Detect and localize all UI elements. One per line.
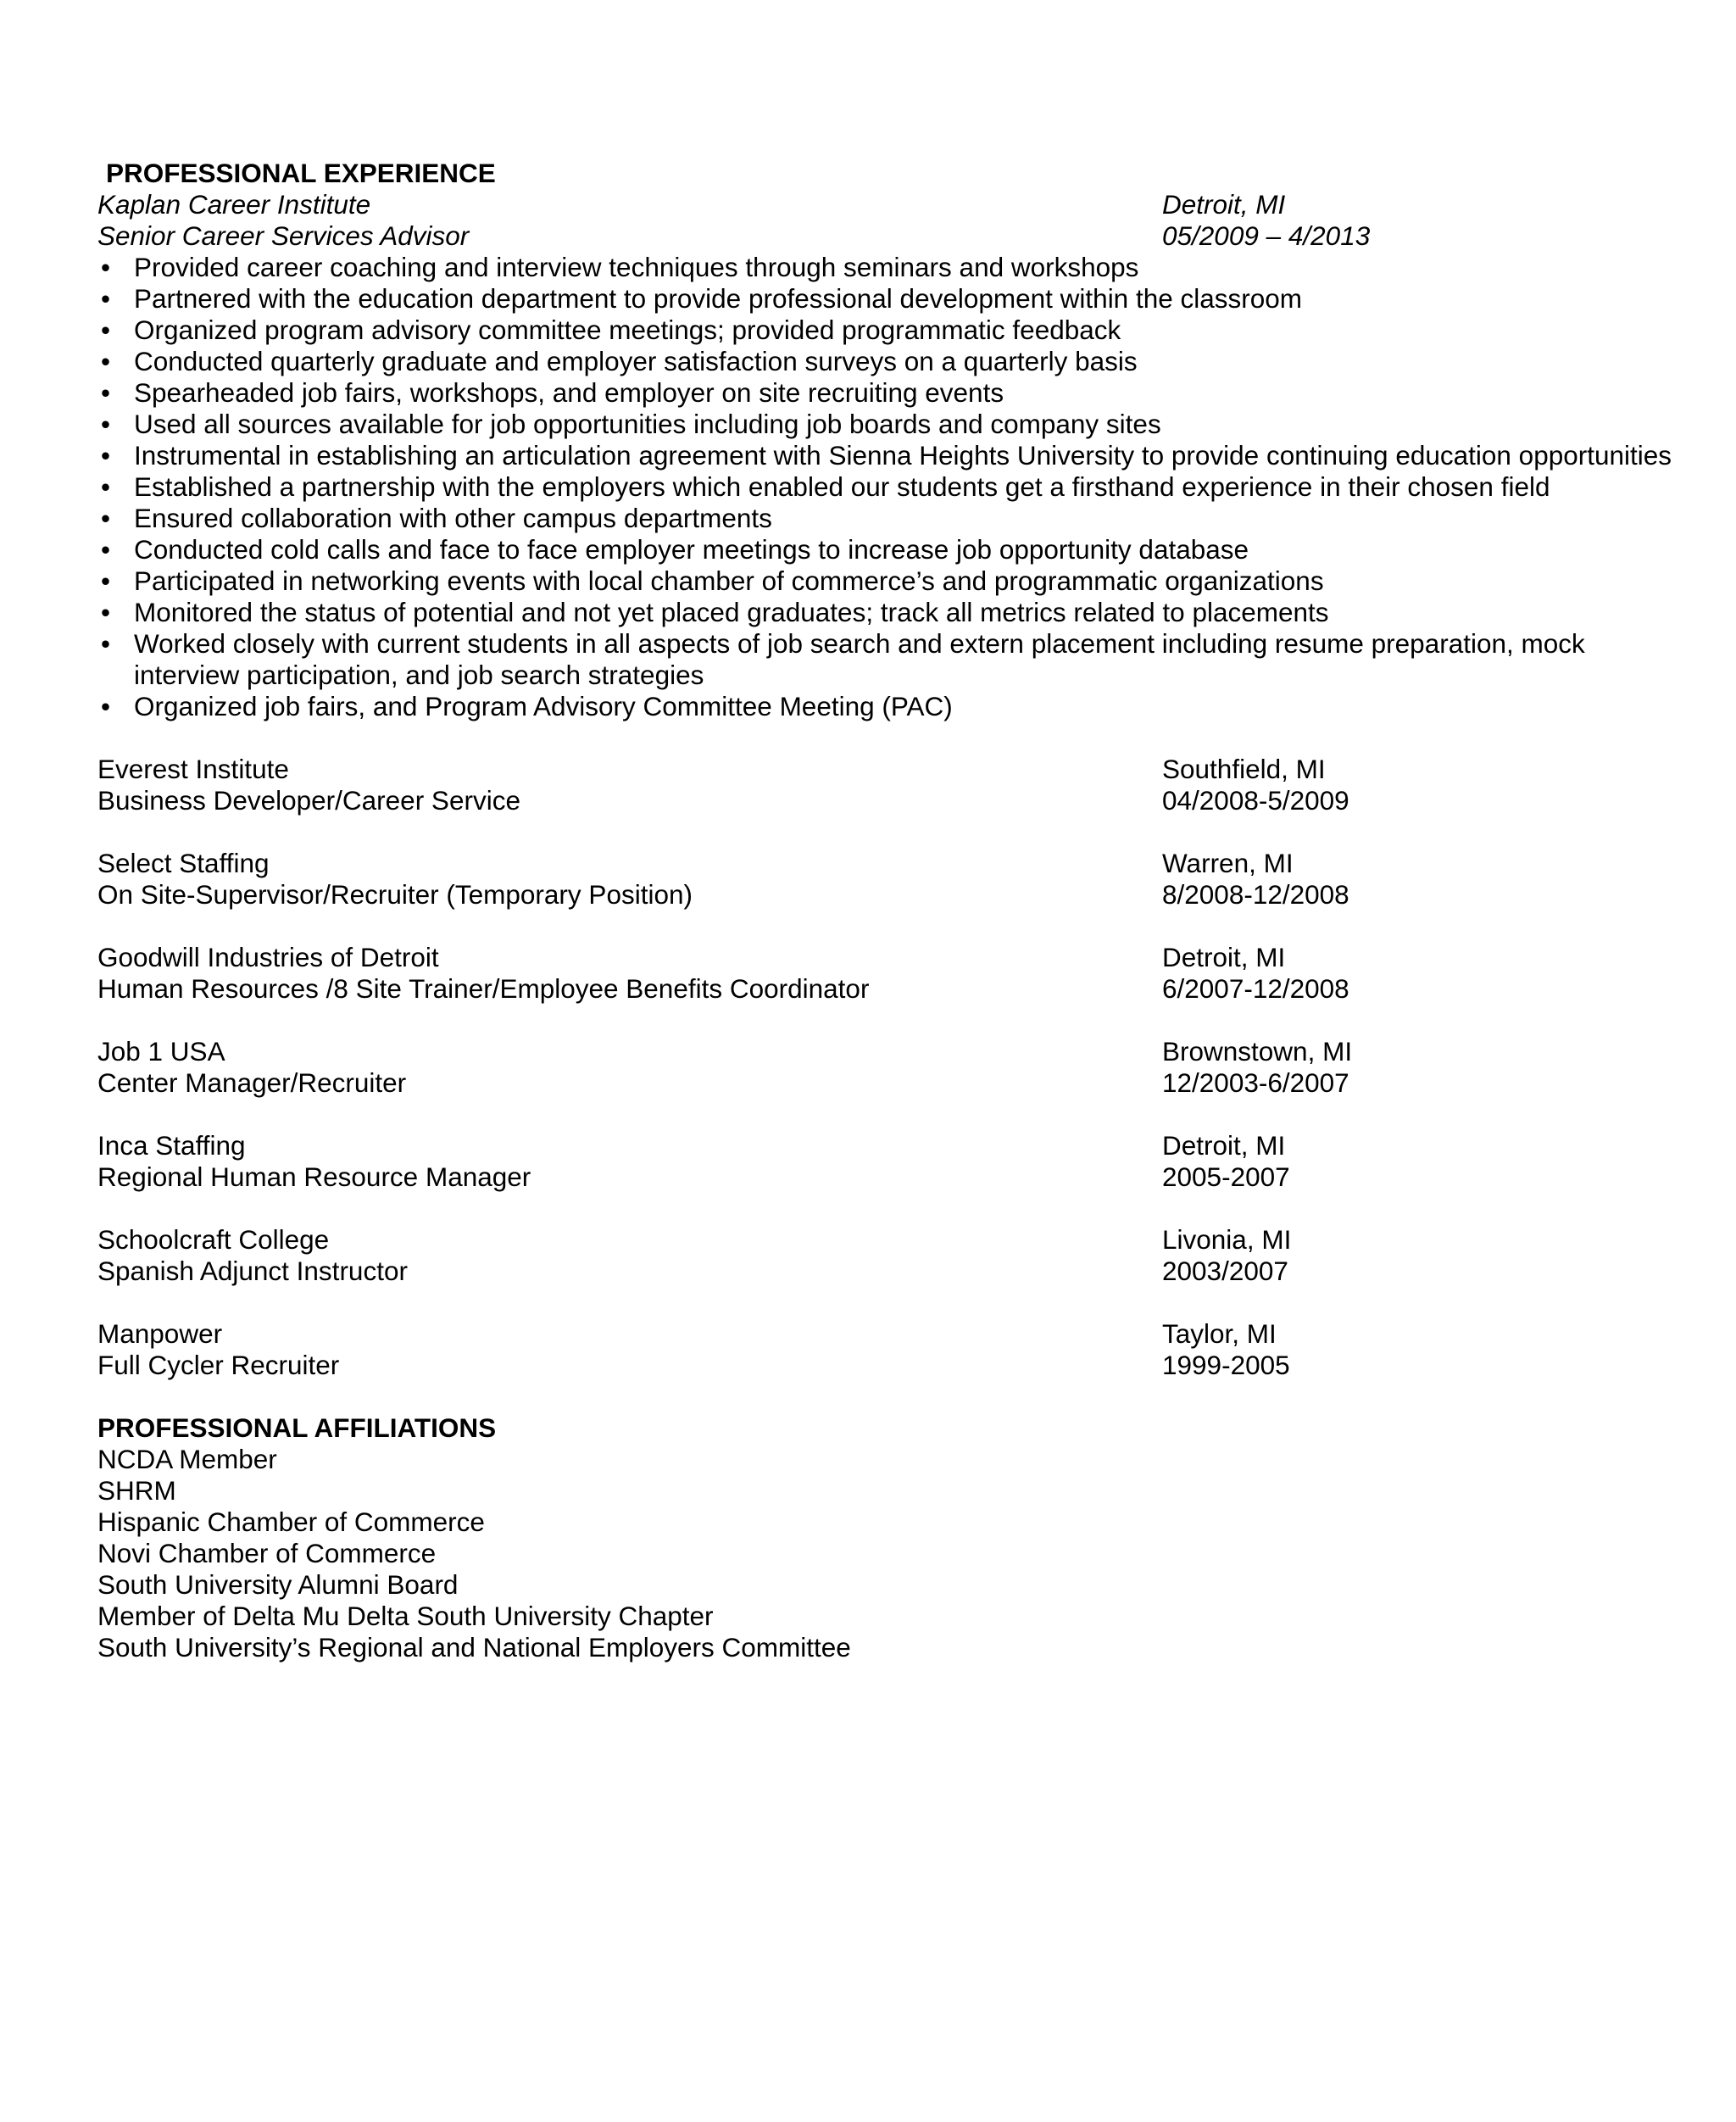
affiliations-heading: PROFESSIONAL AFFILIATIONS <box>97 1412 497 1443</box>
main-job-title-row <box>97 220 1640 252</box>
job-location: Warren, MI <box>1162 848 1294 878</box>
bullet-item <box>97 315 1694 346</box>
job-location: Brownstown, MI <box>1162 1036 1353 1067</box>
job-spacer <box>97 722 1640 754</box>
job-company: Schoolcraft College <box>97 1224 330 1255</box>
bullet-dot-icon: • <box>101 315 111 345</box>
job-entry <box>97 1036 1640 1099</box>
job-title-row <box>97 1350 1640 1381</box>
bullet-text: Spearheaded job fairs, workshops, and employer on site recruiting events <box>134 377 1004 408</box>
job-title: Human Resources /8 Site Trainer/Employee Benefits Coordinator <box>97 973 870 1004</box>
bullet-item <box>97 503 1694 534</box>
job-title: Regional Human Resource Manager <box>97 1161 531 1192</box>
affiliation-item: NCDA Member <box>97 1444 277 1474</box>
bullet-item <box>97 346 1694 377</box>
job-entry <box>97 1224 1640 1287</box>
job-company-row <box>97 1224 1640 1256</box>
job-company-row <box>97 848 1640 879</box>
job-company-row <box>97 754 1640 785</box>
job-spacer <box>97 1099 1640 1130</box>
job-company: Everest Institute <box>97 754 289 784</box>
bullet-dot-icon: • <box>101 346 111 376</box>
job-company: Job 1 USA <box>97 1036 225 1067</box>
bullet-dot-icon: • <box>101 503 111 533</box>
bullet-item <box>97 377 1694 409</box>
job-dates: 2005-2007 <box>1162 1161 1290 1192</box>
main-job-dates: 05/2009 – 4/2013 <box>1162 220 1371 251</box>
job-title: Business Developer/Career Service <box>97 785 520 816</box>
jobs-list <box>97 722 1640 1381</box>
bullet-item <box>97 691 1694 722</box>
job-spacer <box>97 816 1640 848</box>
job-title: Full Cycler Recruiter <box>97 1350 340 1380</box>
bullet-dot-icon: • <box>101 565 111 596</box>
job-title-row <box>97 1067 1640 1099</box>
bullet-text: Established a partnership with the employers which enabled our students get a firsthand experience in their chosen field <box>134 471 1550 502</box>
bullet-text: Monitored the status of potential and not yet placed graduates; track all metrics related to placements <box>134 597 1329 627</box>
bullet-text: Participated in networking events with local chamber of commerce’s and programmatic organizations <box>134 565 1324 596</box>
bullet-item <box>97 440 1694 471</box>
bullet-item <box>97 628 1694 691</box>
affiliation-item: South University Alumni Board <box>97 1569 459 1600</box>
bullet-item <box>97 252 1694 283</box>
job-title-row <box>97 1161 1640 1193</box>
job-dates: 12/2003-6/2007 <box>1162 1067 1349 1098</box>
job-dates: 8/2008-12/2008 <box>1162 879 1349 910</box>
job-company: Select Staffing <box>97 848 270 878</box>
bullet-dot-icon: • <box>101 440 111 471</box>
job-entry <box>97 1130 1640 1193</box>
bullet-text: Conducted quarterly graduate and employer satisfaction surveys on a quarterly basis <box>134 346 1138 376</box>
job-company: Goodwill Industries of Detroit <box>97 942 439 972</box>
affiliations-list <box>97 1444 1640 1663</box>
bullet-dot-icon: • <box>101 597 111 627</box>
affiliation-item: South University’s Regional and National Employers Committee <box>97 1632 851 1663</box>
bullet-text: Used all sources available for job opportunities including job boards and company sites <box>134 409 1161 439</box>
bullet-dot-icon: • <box>101 252 111 282</box>
bullet-item <box>97 283 1694 315</box>
bullet-dot-icon: • <box>101 471 111 502</box>
bullet-text: Conducted cold calls and face to face employer meetings to increase job opportunity database <box>134 534 1249 565</box>
job-entry <box>97 1318 1640 1381</box>
bullet-text: Provided career coaching and interview techniques through seminars and workshops <box>134 252 1139 282</box>
bullet-dot-icon: • <box>101 691 111 721</box>
experience-heading: PROFESSIONAL EXPERIENCE <box>106 158 496 188</box>
affiliation-item: Novi Chamber of Commerce <box>97 1538 437 1568</box>
job-title: Center Manager/Recruiter <box>97 1067 407 1098</box>
job-location: Detroit, MI <box>1162 942 1286 972</box>
job-location: Livonia, MI <box>1162 1224 1292 1255</box>
job-company-row <box>97 1036 1640 1067</box>
bullet-dot-icon: • <box>101 377 111 408</box>
job-spacer <box>97 1193 1640 1224</box>
job-company-row <box>97 942 1640 973</box>
bullet-item <box>97 409 1694 440</box>
bullet-item <box>97 597 1694 628</box>
job-company: Manpower <box>97 1318 223 1349</box>
affiliation-item: Hispanic Chamber of Commerce <box>97 1507 485 1537</box>
job-entry <box>97 754 1640 816</box>
resume-content <box>97 158 1672 1663</box>
bullet-dot-icon: • <box>101 628 111 659</box>
job-dates: 04/2008-5/2009 <box>1162 785 1349 816</box>
affiliation-item: Member of Delta Mu Delta South University Chapter <box>97 1601 714 1631</box>
main-job-company-row <box>97 189 1640 220</box>
job-spacer <box>97 1005 1640 1036</box>
job-entry <box>97 848 1640 911</box>
job-title-row <box>97 879 1640 911</box>
job-title: Spanish Adjunct Instructor <box>97 1256 408 1286</box>
bullet-item <box>97 471 1694 503</box>
job-title-row <box>97 785 1640 816</box>
job-dates: 2003/2007 <box>1162 1256 1288 1286</box>
job-location: Southfield, MI <box>1162 754 1326 784</box>
job-dates: 1999-2005 <box>1162 1350 1290 1380</box>
job-title: On Site-Supervisor/Recruiter (Temporary Position) <box>97 879 693 910</box>
main-job-location: Detroit, MI <box>1162 189 1286 220</box>
affiliation-item: SHRM <box>97 1475 176 1506</box>
job-company-row <box>97 1318 1640 1350</box>
job-title-row <box>97 973 1640 1005</box>
bullet-text: Instrumental in establishing an articulation agreement with Sienna Heights University to provide continuing education opportunities <box>134 440 1672 471</box>
job-title-row <box>97 1256 1640 1287</box>
bullet-text: Ensured collaboration with other campus departments <box>134 503 772 533</box>
job-entry <box>97 942 1640 1005</box>
bullet-text: Organized program advisory committee meetings; provided programmatic feedback <box>134 315 1121 345</box>
job-dates: 6/2007-12/2008 <box>1162 973 1349 1004</box>
bullet-text: Partnered with the education department to provide professional development within the classroom <box>134 283 1303 314</box>
bullet-text: Organized job fairs, and Program Advisory Committee Meeting (PAC) <box>134 691 953 721</box>
job-location: Detroit, MI <box>1162 1130 1286 1161</box>
main-job-bullet-list <box>97 252 1672 722</box>
main-job-company: Kaplan Career Institute <box>97 189 371 220</box>
bullet-dot-icon: • <box>101 283 111 314</box>
bullet-dot-icon: • <box>101 534 111 565</box>
bullet-dot-icon: • <box>101 409 111 439</box>
job-spacer <box>97 1287 1640 1318</box>
job-location: Taylor, MI <box>1162 1318 1277 1349</box>
section-spacer <box>97 1381 1640 1412</box>
job-spacer <box>97 911 1640 942</box>
main-job-title: Senior Career Services Advisor <box>97 220 470 251</box>
job-company: Inca Staffing <box>97 1130 246 1161</box>
job-company-row <box>97 1130 1640 1161</box>
bullet-item <box>97 565 1694 597</box>
bullet-text: Worked closely with current students in all aspects of job search and extern placement including resume preparation, mock interview participation, and job search strategies <box>134 628 1585 690</box>
bullet-item <box>97 534 1694 565</box>
